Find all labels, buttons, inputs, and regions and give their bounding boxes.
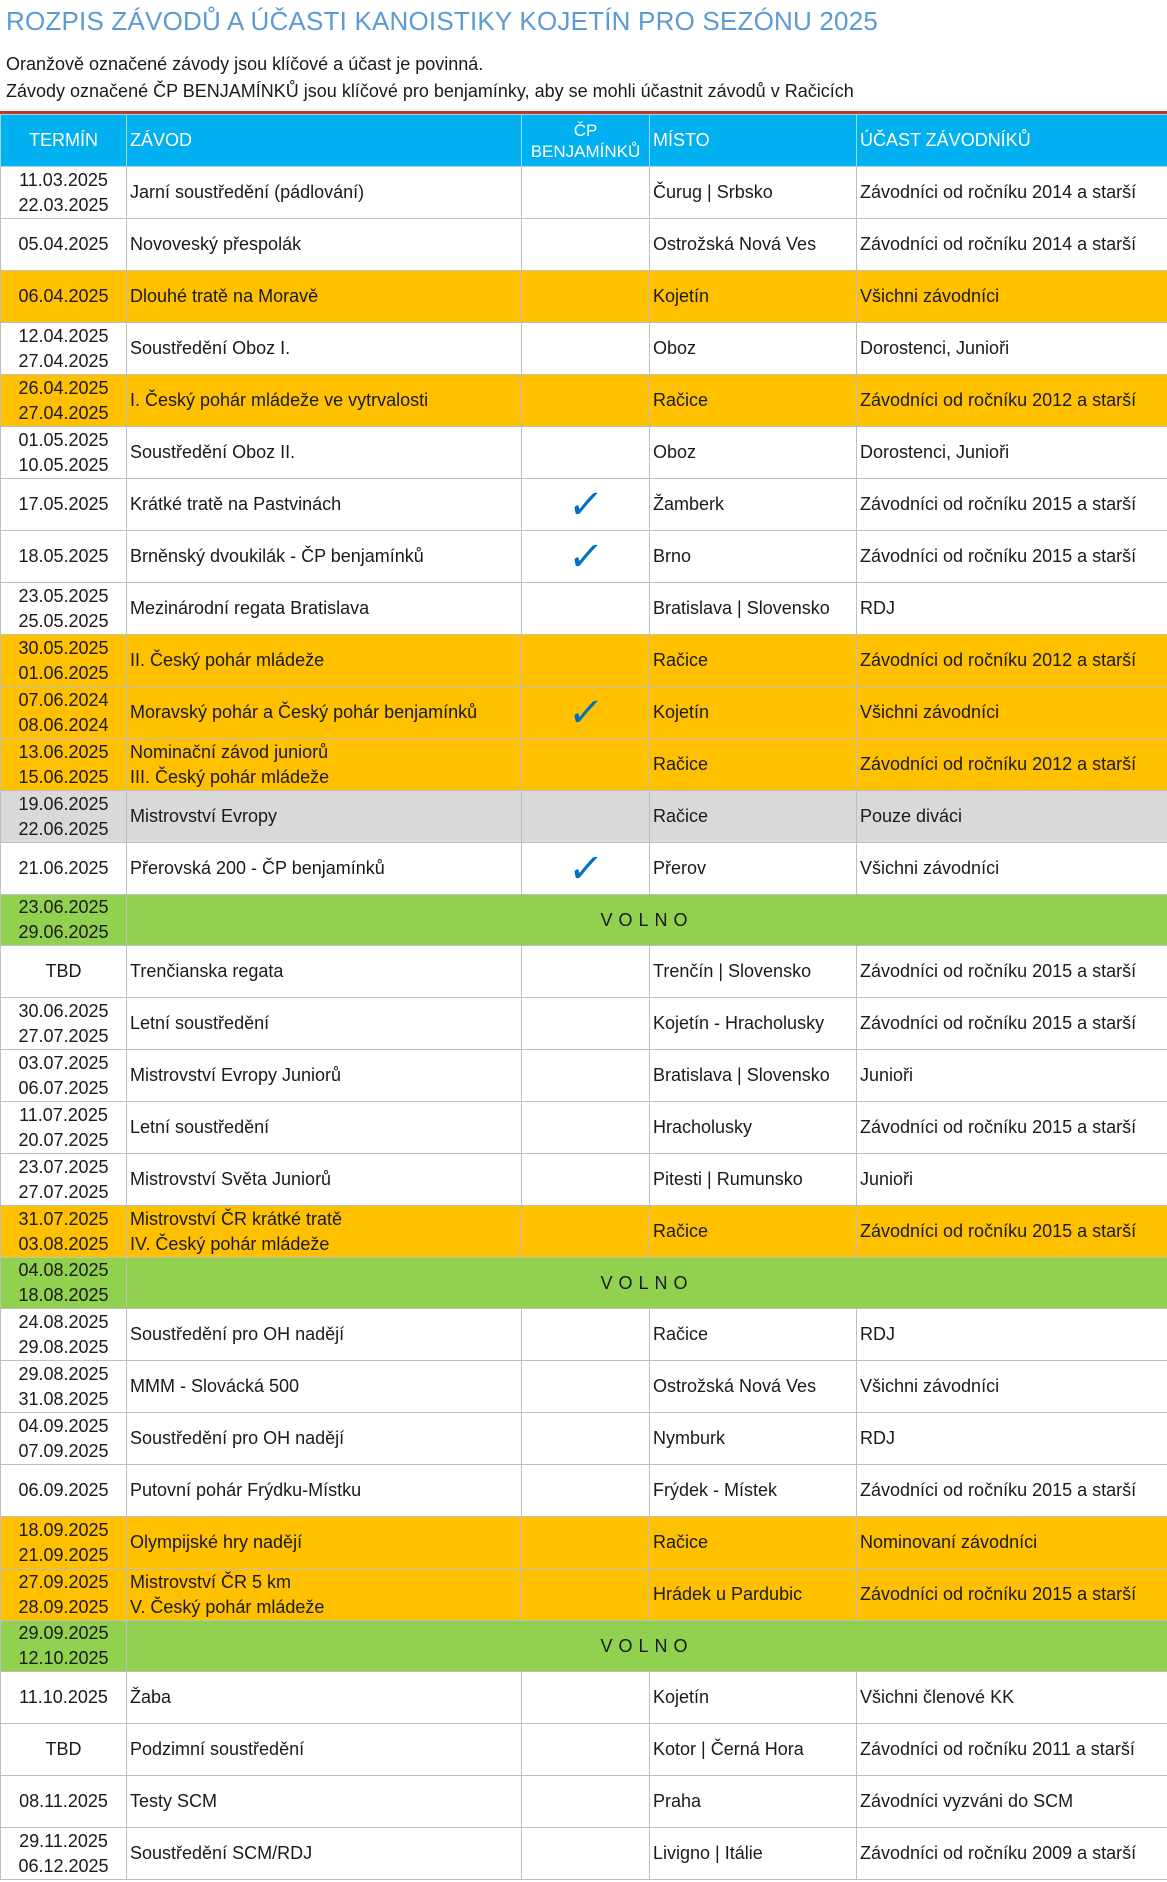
benjamins-cell: [522, 1517, 650, 1569]
table-row: [1, 531, 1167, 583]
benjamins-cell: [522, 635, 650, 687]
place-cell: Kojetín: [650, 1672, 857, 1724]
participation-cell: Junioři: [857, 1050, 1167, 1102]
place-cell: Oboz: [650, 427, 857, 479]
date-text: 11.10.2025: [19, 1687, 108, 1707]
place-cell: Račice: [650, 791, 857, 843]
race-cell: [127, 427, 522, 479]
participation-cell: Závodníci od ročníku 2012 a starší: [857, 635, 1167, 687]
table-row: [1, 1828, 1167, 1880]
benjamins-cell: [522, 791, 650, 843]
term-cell: [1, 1828, 127, 1880]
benjamins-cell: [522, 323, 650, 375]
date-text: 20.07.2025: [18, 1129, 109, 1150]
race-name: Mezinárodní regata Bratislava: [130, 598, 370, 618]
place-cell: Hracholusky: [650, 1102, 857, 1154]
race-name: Soustředění Oboz I.: [130, 338, 291, 358]
term-cell: [1, 895, 127, 946]
place-cell: Žamberk: [650, 479, 857, 531]
date-text: 08.06.2024: [18, 714, 109, 735]
date-text: 28.09.2025: [18, 1596, 109, 1617]
place-cell: Račice: [650, 1517, 857, 1569]
place-cell: Bratislava | Slovensko: [650, 583, 857, 635]
date-text: 15.06.2025: [18, 766, 109, 787]
table-row: [1, 1413, 1167, 1465]
race-name: II. Český pohár mládeže: [130, 650, 325, 670]
term-cell: [1, 583, 127, 635]
benjamins-cell: [522, 1361, 650, 1413]
race-cell: [127, 998, 522, 1050]
participation-cell: RDJ: [857, 1309, 1167, 1361]
participation-cell: Závodníci od ročníku 2014 a starší: [857, 219, 1167, 271]
date-text: 31.08.2025: [18, 1388, 109, 1409]
table-row: [1, 375, 1167, 427]
benjamins-cell: [522, 1569, 650, 1621]
term-cell: [1, 687, 127, 739]
table-row: [1, 791, 1167, 843]
table-row: [1, 427, 1167, 479]
race-name: Mistrovství Evropy: [130, 806, 278, 826]
table-row: [1, 946, 1167, 998]
race-name: Brněnský dvoukilák - ČP benjamínků: [130, 546, 424, 566]
checkmark-icon: ✓: [565, 533, 606, 580]
date-text: 17.05.2025: [18, 494, 109, 514]
participation-cell: Závodníci vyzváni do SCM: [857, 1776, 1167, 1828]
race-cell: [127, 946, 522, 998]
race-name: Žaba: [130, 1687, 172, 1707]
table-row: [1, 843, 1167, 895]
term-cell: [1, 739, 127, 791]
date-text: 19.06.2025: [18, 793, 109, 814]
benjamins-cell: [522, 375, 650, 427]
race-cell: [127, 271, 522, 323]
participation-cell: Všichni závodníci: [857, 1361, 1167, 1413]
date-text: 29.06.2025: [18, 922, 109, 942]
date-text: 11.03.2025: [19, 169, 108, 190]
place-cell: Račice: [650, 375, 857, 427]
table-row: [1, 998, 1167, 1050]
place-cell: Kojetín - Hracholusky: [650, 998, 857, 1050]
date-text: 05.04.2025: [18, 234, 109, 254]
term-cell: [1, 1206, 127, 1258]
term-cell: [1, 531, 127, 583]
participation-cell: Dorostenci, Junioři: [857, 323, 1167, 375]
table-row: [1, 583, 1167, 635]
term-cell: [1, 1569, 127, 1621]
date-text: 18.09.2025: [18, 1519, 109, 1540]
date-text: 22.03.2025: [18, 194, 109, 215]
race-cell: [127, 1672, 522, 1724]
participation-cell: Všichni závodníci: [857, 687, 1167, 739]
table-row: [1, 635, 1167, 687]
table-row: [1, 687, 1167, 739]
date-text: 23.07.2025: [18, 1156, 109, 1177]
race-name: Putovní pohár Frýdku-Místku: [130, 1480, 362, 1500]
race-cell: [127, 1413, 522, 1465]
place-cell: Livigno | Itálie: [650, 1828, 857, 1880]
race-name: Mistrovství Světa Juniorů: [130, 1169, 332, 1189]
free-period-row: [1, 895, 1167, 946]
table-row: [1, 739, 1167, 791]
race-cell: [127, 1102, 522, 1154]
participation-cell: Závodníci od ročníku 2014 a starší: [857, 167, 1167, 219]
date-text: 30.05.2025: [18, 637, 109, 658]
date-text: 03.07.2025: [18, 1052, 109, 1073]
column-header-term: TERMÍN: [1, 115, 127, 167]
date-text: 07.09.2025: [18, 1440, 109, 1461]
benjamins-cell: [522, 1309, 650, 1361]
participation-cell: Závodníci od ročníku 2011 a starší: [857, 1724, 1167, 1776]
benjamins-cell: [522, 1724, 650, 1776]
benjamins-cell: [522, 1413, 650, 1465]
race-name: Letní soustředění: [130, 1013, 270, 1033]
term-cell: [1, 946, 127, 998]
race-name: Mistrovství ČR krátké tratě: [130, 1208, 343, 1229]
term-cell: [1, 427, 127, 479]
place-cell: Oboz: [650, 323, 857, 375]
benjamins-cell: [522, 1465, 650, 1517]
date-text: 25.05.2025: [18, 610, 109, 631]
benjamins-cell: [522, 1206, 650, 1258]
free-period-row: [1, 1258, 1167, 1309]
date-text: 11.07.2025: [19, 1104, 108, 1125]
term-cell: [1, 1724, 127, 1776]
term-cell: [1, 1102, 127, 1154]
table-row: [1, 1465, 1167, 1517]
checkmark-icon: ✓: [565, 845, 606, 892]
free-period-label: VOLNO: [127, 1621, 1167, 1672]
place-cell: Kojetín: [650, 271, 857, 323]
race-name: IV. Český pohár mládeže: [130, 1233, 330, 1254]
participation-cell: RDJ: [857, 1413, 1167, 1465]
participation-cell: Všichni závodníci: [857, 843, 1167, 895]
race-cell: [127, 479, 522, 531]
table-row: [1, 1776, 1167, 1828]
term-cell: [1, 323, 127, 375]
place-cell: Bratislava | Slovensko: [650, 1050, 857, 1102]
column-header-place: MÍSTO: [650, 115, 857, 167]
term-cell: [1, 1154, 127, 1206]
term-cell: [1, 479, 127, 531]
race-cell: [127, 791, 522, 843]
participation-cell: Závodníci od ročníku 2012 a starší: [857, 739, 1167, 791]
term-cell: [1, 635, 127, 687]
date-text: 24.08.2025: [18, 1311, 109, 1332]
benjamins-cell: [522, 531, 650, 583]
date-text: 29.09.2025: [18, 1623, 109, 1643]
race-name: III. Český pohár mládeže: [130, 766, 330, 787]
race-name: Moravský pohár a Český pohár benjamínků: [130, 702, 478, 722]
participation-cell: Nominovaní závodníci: [857, 1517, 1167, 1569]
table-row: [1, 1154, 1167, 1206]
date-text: 29.08.2025: [18, 1363, 109, 1384]
race-cell: [127, 583, 522, 635]
term-cell: [1, 1309, 127, 1361]
participation-cell: Závodníci od ročníku 2009 a starší: [857, 1828, 1167, 1880]
date-text: 29.11.2025: [19, 1830, 108, 1851]
participation-cell: Závodníci od ročníku 2015 a starší: [857, 1206, 1167, 1258]
term-cell: [1, 1413, 127, 1465]
table-row: [1, 479, 1167, 531]
term-cell: [1, 1361, 127, 1413]
date-text: 27.07.2025: [18, 1025, 109, 1046]
date-text: 04.09.2025: [18, 1415, 109, 1436]
date-text: 04.08.2025: [18, 1260, 109, 1280]
place-cell: Frýdek - Místek: [650, 1465, 857, 1517]
race-name: Nominační závod juniorů: [130, 741, 329, 762]
column-header-participation: ÚČAST ZÁVODNÍKŮ: [857, 115, 1167, 167]
term-cell: [1, 791, 127, 843]
race-cell: [127, 531, 522, 583]
place-cell: Přerov: [650, 843, 857, 895]
date-text: 01.05.2025: [18, 429, 109, 450]
race-name: Letní soustředění: [130, 1117, 270, 1137]
date-text: 06.12.2025: [18, 1855, 109, 1876]
column-header-race: ZÁVOD: [127, 115, 522, 167]
race-name: Mistrovství ČR 5 km: [130, 1571, 292, 1592]
term-cell: [1, 1050, 127, 1102]
free-period-label: VOLNO: [127, 1258, 1167, 1309]
term-cell: [1, 375, 127, 427]
date-text: 01.06.2025: [18, 662, 109, 683]
date-text: 12.10.2025: [18, 1648, 109, 1668]
participation-cell: Všichni závodníci: [857, 271, 1167, 323]
date-text: 23.05.2025: [18, 585, 109, 606]
race-name: Soustředění pro OH nadějí: [130, 1428, 345, 1448]
date-text: 06.07.2025: [18, 1077, 109, 1098]
race-cell: [127, 1206, 522, 1258]
date-text: 10.05.2025: [18, 454, 109, 475]
free-period-label: VOLNO: [127, 895, 1167, 946]
place-cell: Brno: [650, 531, 857, 583]
benjamins-cell: [522, 1154, 650, 1206]
date-text: 08.11.2025: [19, 1791, 108, 1811]
term-cell: [1, 1465, 127, 1517]
race-cell: [127, 1569, 522, 1621]
table-row: [1, 1672, 1167, 1724]
note-key-races: Oranžově označené závody jsou klíčové a účast je povinná.: [6, 54, 484, 74]
participation-cell: Pouze diváci: [857, 791, 1167, 843]
participation-cell: Závodníci od ročníku 2015 a starší: [857, 1102, 1167, 1154]
race-name: Soustředění Oboz II.: [130, 442, 296, 462]
race-cell: [127, 1724, 522, 1776]
race-cell: [127, 1776, 522, 1828]
race-cell: [127, 167, 522, 219]
race-cell: [127, 1361, 522, 1413]
race-cell: [127, 687, 522, 739]
race-cell: [127, 375, 522, 427]
term-cell: [1, 998, 127, 1050]
race-name: V. Český pohár mládeže: [130, 1596, 325, 1617]
place-cell: Ostrožská Nová Ves: [650, 1361, 857, 1413]
date-text: 27.07.2025: [18, 1181, 109, 1202]
race-cell: [127, 219, 522, 271]
note-benjamins: Závody označené ČP BENJAMÍNKŮ jsou klíčové pro benjamínky, aby se mohli účastnit závodů v Račicích: [6, 81, 854, 101]
date-text: TBD: [45, 961, 82, 981]
term-cell: [1, 1621, 127, 1672]
race-cell: [127, 843, 522, 895]
benjamins-cell: [522, 1828, 650, 1880]
table-row: [1, 1206, 1167, 1258]
participation-cell: RDJ: [857, 583, 1167, 635]
date-text: 18.08.2025: [18, 1285, 109, 1305]
benjamins-cell: [522, 479, 650, 531]
race-name: Novoveský přespolák: [130, 234, 302, 254]
place-cell: Kojetín: [650, 687, 857, 739]
place-cell: Ostrožská Nová Ves: [650, 219, 857, 271]
race-name: Dlouhé tratě na Moravě: [130, 286, 319, 306]
table-row: [1, 1050, 1167, 1102]
date-text: 23.06.2025: [18, 897, 109, 917]
benjamins-cell: [522, 167, 650, 219]
term-cell: [1, 271, 127, 323]
race-cell: [127, 1828, 522, 1880]
column-header-benjamins: [522, 115, 650, 167]
term-cell: [1, 843, 127, 895]
benjamins-cell: [522, 271, 650, 323]
race-cell: [127, 739, 522, 791]
benjamins-cell: [522, 998, 650, 1050]
place-cell: Račice: [650, 1206, 857, 1258]
date-text: 13.06.2025: [18, 741, 109, 762]
checkmark-icon: ✓: [565, 481, 606, 528]
date-text: 18.05.2025: [18, 546, 109, 566]
participation-cell: Závodníci od ročníku 2015 a starší: [857, 1569, 1167, 1621]
date-text: 27.09.2025: [18, 1571, 109, 1592]
term-cell: [1, 1776, 127, 1828]
free-period-row: [1, 1621, 1167, 1672]
race-name: Krátké tratě na Pastvinách: [130, 494, 342, 514]
table-row: [1, 1517, 1167, 1569]
participation-cell: Závodníci od ročníku 2015 a starší: [857, 946, 1167, 998]
place-cell: Račice: [650, 739, 857, 791]
benjamins-cell: [522, 427, 650, 479]
schedule-table: [0, 114, 1167, 1880]
race-cell: [127, 1050, 522, 1102]
term-cell: [1, 167, 127, 219]
race-name: Mistrovství Evropy Juniorů: [130, 1065, 342, 1085]
checkmark-icon: ✓: [565, 689, 606, 736]
table-row: [1, 271, 1167, 323]
page-title: ROZPIS ZÁVODŮ A ÚČASTI KANOISTIKY KOJETÍN PRO SEZÓNU 2025: [6, 6, 879, 36]
benjamins-cell: [522, 843, 650, 895]
table-header-row: [1, 115, 1167, 167]
column-header-benjamins-line2: BENJAMÍNKŮ: [530, 141, 641, 161]
place-cell: Čurug | Srbsko: [650, 167, 857, 219]
date-text: 07.06.2024: [18, 689, 109, 710]
race-cell: [127, 635, 522, 687]
schedule-rows: [1, 167, 1167, 1880]
participation-cell: Závodníci od ročníku 2012 a starší: [857, 375, 1167, 427]
term-cell: [1, 1258, 127, 1309]
race-name: Jarní soustředění (pádlování): [130, 182, 365, 202]
table-row: [1, 1361, 1167, 1413]
place-cell: Kotor | Černá Hora: [650, 1724, 857, 1776]
place-cell: Hrádek u Pardubic: [650, 1569, 857, 1621]
place-cell: Trenčín | Slovensko: [650, 946, 857, 998]
benjamins-cell: [522, 739, 650, 791]
benjamins-cell: [522, 1102, 650, 1154]
date-text: 27.04.2025: [18, 402, 109, 423]
table-row: [1, 1309, 1167, 1361]
date-text: 22.06.2025: [18, 818, 109, 839]
race-cell: [127, 1465, 522, 1517]
term-cell: [1, 1672, 127, 1724]
race-name: I. Český pohár mládeže ve vytrvalosti: [130, 390, 429, 410]
benjamins-cell: [522, 946, 650, 998]
race-cell: [127, 1154, 522, 1206]
benjamins-cell: [522, 219, 650, 271]
table-row: [1, 1569, 1167, 1621]
benjamins-cell: [522, 583, 650, 635]
place-cell: Praha: [650, 1776, 857, 1828]
race-name: Soustředění pro OH nadějí: [130, 1324, 345, 1344]
place-cell: Nymburk: [650, 1413, 857, 1465]
race-name: Soustředění SCM/RDJ: [130, 1843, 313, 1863]
table-row: [1, 219, 1167, 271]
date-text: 27.04.2025: [18, 350, 109, 371]
table-row: [1, 167, 1167, 219]
date-text: 21.06.2025: [18, 858, 109, 878]
table-row: [1, 1102, 1167, 1154]
race-name: Podzimní soustředění: [130, 1739, 305, 1759]
race-name: MMM - Slovácká 500: [130, 1376, 300, 1396]
date-text: TBD: [45, 1739, 82, 1759]
participation-cell: Junioři: [857, 1154, 1167, 1206]
race-name: Olympijské hry nadějí: [130, 1532, 303, 1552]
benjamins-cell: [522, 1776, 650, 1828]
date-text: 21.09.2025: [18, 1544, 109, 1565]
place-cell: Pitesti | Rumunsko: [650, 1154, 857, 1206]
participation-cell: Závodníci od ročníku 2015 a starší: [857, 998, 1167, 1050]
table-row: [1, 1724, 1167, 1776]
benjamins-cell: [522, 1672, 650, 1724]
participation-cell: Všichni členové KK: [857, 1672, 1167, 1724]
place-cell: Račice: [650, 635, 857, 687]
race-name: Trenčianska regata: [130, 961, 284, 981]
date-text: 29.08.2025: [18, 1336, 109, 1357]
date-text: 03.08.2025: [18, 1233, 109, 1254]
table-row: [1, 323, 1167, 375]
participation-cell: Dorostenci, Junioři: [857, 427, 1167, 479]
date-text: 31.07.2025: [18, 1208, 109, 1229]
date-text: 26.04.2025: [18, 377, 109, 398]
benjamins-cell: [522, 1050, 650, 1102]
participation-cell: Závodníci od ročníku 2015 a starší: [857, 1465, 1167, 1517]
participation-cell: Závodníci od ročníku 2015 a starší: [857, 479, 1167, 531]
date-text: 06.09.2025: [18, 1480, 109, 1500]
race-cell: [127, 323, 522, 375]
race-cell: [127, 1309, 522, 1361]
term-cell: [1, 219, 127, 271]
race-cell: [127, 1517, 522, 1569]
date-text: 12.04.2025: [18, 325, 109, 346]
column-header-benjamins-line1: ČP: [573, 120, 598, 140]
date-text: 30.06.2025: [18, 1000, 109, 1021]
race-name: Testy SCM: [130, 1791, 218, 1811]
benjamins-cell: [522, 687, 650, 739]
term-cell: [1, 1517, 127, 1569]
participation-cell: Závodníci od ročníku 2015 a starší: [857, 531, 1167, 583]
place-cell: Račice: [650, 1309, 857, 1361]
race-name: Přerovská 200 - ČP benjamínků: [130, 858, 385, 878]
date-text: 06.04.2025: [18, 286, 109, 306]
